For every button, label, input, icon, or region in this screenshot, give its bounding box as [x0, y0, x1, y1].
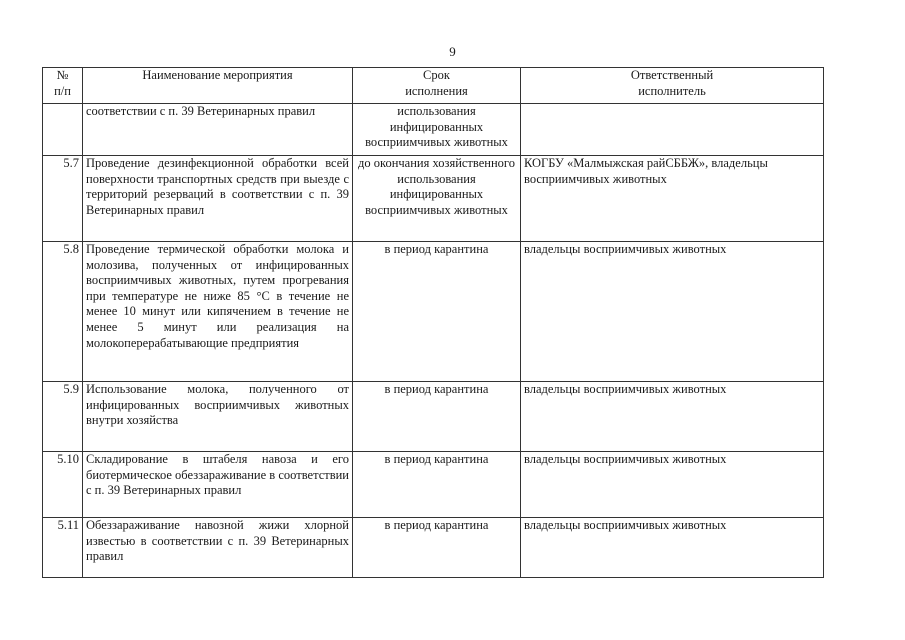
table-row [43, 156, 824, 242]
row-number: 5.7 [43, 156, 83, 242]
column-header-responsible-line: исполнитель [638, 83, 706, 98]
measure-term: до окончания хозяйственного использования инфицированных восприимчивых животных [353, 156, 521, 242]
row-number: 5.9 [43, 382, 83, 452]
column-header-responsible-line: Ответственный [630, 68, 714, 82]
row-number: 5.10 [43, 452, 83, 518]
measure-term: в период карантина [353, 382, 521, 452]
measure-term: в период карантина [353, 452, 521, 518]
column-header-name-line: Наименование мероприятия [142, 68, 293, 82]
column-header-num [43, 68, 83, 104]
column-header-num-line: п/п [54, 83, 71, 98]
table-row [43, 452, 824, 518]
measure-name: соответствии с п. 39 Ветеринарных правил [83, 104, 353, 156]
measure-name: Складирование в штабеля навоза и его биотермическое обеззараживание в соответствии с п. 39 Ветеринарных правил [83, 452, 353, 518]
measure-responsible: владельцы восприимчивых животных [521, 518, 824, 578]
table-header-row [43, 68, 824, 104]
measure-name: Проведение термической обработки молока и молозива, полученных от инфицированных восприимчивых животных, путем прогревания при температуре не ниже 85 °С в течение не менее 10 минут или кипячением в течение не менее 5 минут или реализация на молокоперерабатывающие предприятия [83, 242, 353, 382]
measure-responsible: владельцы восприимчивых животных [521, 382, 824, 452]
column-header-term-line: исполнения [405, 83, 468, 98]
column-header-name [83, 68, 353, 104]
row-number: 5.11 [43, 518, 83, 578]
measure-term: в период карантина [353, 518, 521, 578]
measure-name: Использование молока, полученного от инфицированных восприимчивых животных внутри хозяйства [83, 382, 353, 452]
measure-responsible: владельцы восприимчивых животных [521, 242, 824, 382]
measure-term: использования инфицированных восприимчивых животных [353, 104, 521, 156]
measure-responsible: владельцы восприимчивых животных [521, 452, 824, 518]
row-number [43, 104, 83, 156]
column-header-num-line: № [56, 68, 69, 82]
table-row [43, 242, 824, 382]
column-header-responsible [521, 68, 824, 104]
column-header-term-line: Срок [423, 68, 450, 82]
measure-name: Проведение дезинфекционной обработки всей поверхности транспортных средств при выезде с территорий резерваций в соответствии с п. 39 Ветеринарных правил [83, 156, 353, 242]
column-header-term [353, 68, 521, 104]
measure-name: Обеззараживание навозной жижи хлорной известью в соответствии с п. 39 Ветеринарных правил [83, 518, 353, 578]
measures-table [42, 67, 824, 578]
measure-responsible: КОГБУ «Малмыжская райСББЖ», владельцы восприимчивых животных [521, 156, 824, 242]
table-row [43, 382, 824, 452]
measure-responsible [521, 104, 824, 156]
table-row [43, 518, 824, 578]
row-number: 5.8 [43, 242, 83, 382]
table-row [43, 104, 824, 156]
measure-term: в период карантина [353, 242, 521, 382]
page-number: 9 [449, 44, 456, 59]
